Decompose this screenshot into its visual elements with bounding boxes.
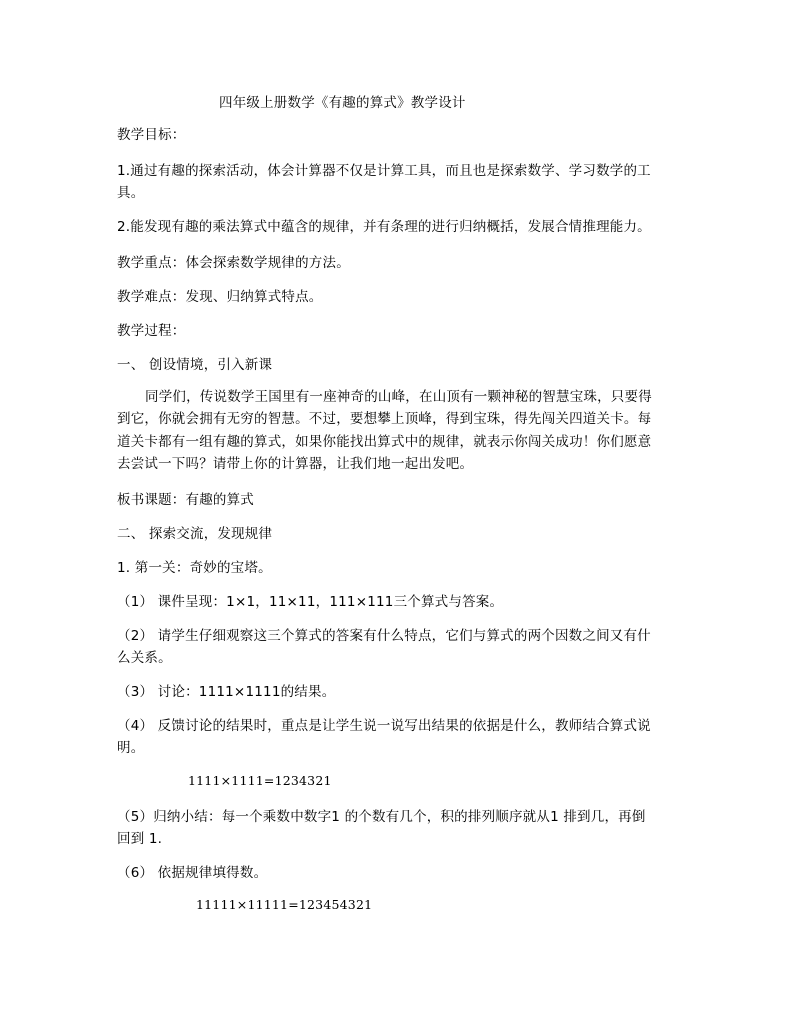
document-title: 四年级上册数学《有趣的算式》教学设计 (219, 95, 466, 111)
step-2-line-1: （2） 请学生仔细观察这三个算式的答案有什么特点，它们与算式的两个因数之间又有什 (117, 628, 651, 644)
key-point: 教学重点：体会探索数学规律的方法。 (117, 255, 350, 271)
intro-paragraph-line-3: 道关卡都有一组有趣的算式，如果你能找出算式中的规律，就表示你闯关成功！你们愿意 (117, 434, 652, 450)
step-5-line-2: 回到 1. (117, 831, 163, 847)
formula-2: 11111×11111=123454321 (196, 897, 373, 912)
section-1-heading: 一、 创设情境，引入新课 (117, 357, 273, 373)
intro-paragraph-line-2: 到它，你就会拥有无穷的智慧。不过，要想攀上顶峰，得到宝珠，得先闯关四道关卡。每 (117, 411, 652, 427)
board-title: 板书课题：有趣的算式 (117, 492, 254, 508)
goal-1-line-2: 具。 (117, 185, 145, 201)
intro-paragraph-line-4: 去尝试一下吗？请带上你的计算器，让我们地一起出发吧。 (117, 456, 474, 472)
level-1: 1. 第一关：奇妙的宝塔。 (117, 560, 272, 576)
goals-heading: 教学目标： (117, 127, 186, 143)
step-1: （1） 课件呈现：1×1，11×11，111×111三个算式与答案。 (117, 594, 504, 610)
goal-1-line-1: 1.通过有趣的探索活动，体会计算器不仅是计算工具，而且也是探索数学、学习数学的工 (117, 163, 651, 179)
step-2-line-2: 么关系。 (117, 650, 172, 666)
step-3: （3） 讨论：1111×1111的结果。 (117, 684, 336, 700)
difficulty: 教学难点：发现、归纳算式特点。 (117, 289, 323, 305)
formula-1: 1111×1111=1234321 (188, 773, 332, 788)
intro-paragraph-line-1: 同学们，传说数学王国里有一座神奇的山峰，在山顶有一颗神秘的智慧宝珠，只要得 (145, 389, 652, 405)
step-6: （6） 依据规律填得数。 (117, 865, 268, 881)
step-5-line-1: （5）归纳小结：每一个乘数中数字1 的个数有几个，积的排列顺序就从1 排到几，再倒 (117, 809, 646, 825)
step-4-line-1: （4） 反馈讨论的结果时，重点是让学生说一说写出结果的依据是什么，教师结合算式说 (117, 718, 651, 734)
goal-2: 2.能发现有趣的乘法算式中蕴含的规律，并有条理的进行归纳概括，发展合情推理能力。 (117, 219, 651, 235)
section-2-heading: 二、 探索交流，发现规律 (117, 526, 273, 542)
process-heading: 教学过程： (117, 323, 186, 339)
step-4-line-2: 明。 (117, 740, 145, 756)
